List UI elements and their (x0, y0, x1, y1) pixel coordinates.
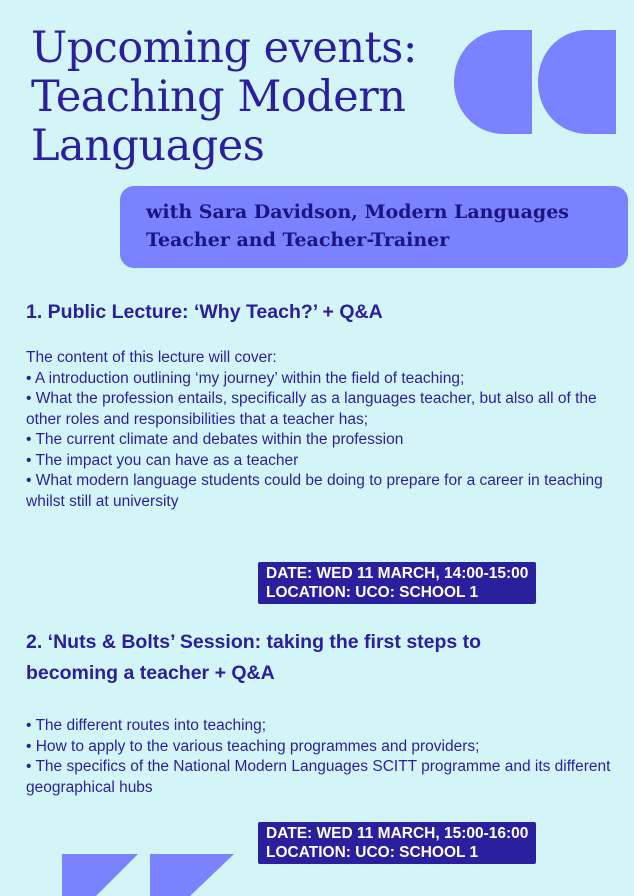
title-line: Languages (31, 121, 265, 171)
page-title (31, 24, 451, 171)
bullet-item: • A introduction outlining ‘my journey’ within the field of teaching; (26, 369, 465, 387)
event-2-heading (26, 627, 616, 689)
bullet-item: • How to apply to the various teaching programmes and providers; (26, 737, 480, 755)
bullet-item: • The impact you can have as a teacher (26, 451, 299, 469)
event-2-description (26, 716, 616, 798)
bullet-item: • The specifics of the National Modern Languages SCITT programme and its different geographical hubs (26, 758, 611, 796)
subtitle-banner (120, 186, 628, 268)
quote-mark-icon (62, 848, 238, 896)
event-location: LOCATION: UCO: SCHOOL 1 (266, 844, 479, 861)
event-date: DATE: WED 11 MARCH, 15:00-16:00 (266, 825, 529, 842)
subtitle-line: Teacher and Teacher-Trainer (146, 229, 450, 251)
quote-mark-icon (454, 28, 616, 136)
event-location: LOCATION: UCO: SCHOOL 1 (266, 584, 479, 601)
title-line: Teaching Modern (31, 72, 406, 122)
event-1-intro: The content of this lecture will cover: (26, 349, 277, 366)
heading-line: 2. ‘Nuts & Bolts’ Session: taking the first steps to (26, 631, 482, 653)
heading-line: becoming a teacher + Q&A (26, 662, 275, 684)
bullet-item: • What the profession entails, specifically as a languages teacher, but also all of the other roles and responsibilities that a teacher has; (26, 390, 597, 428)
bullet-item: • What modern language students could be doing to prepare for a career in teaching whilst still at university (26, 472, 603, 510)
bullet-item: • The current climate and debates within the profession (26, 431, 404, 448)
subtitle (146, 198, 614, 254)
subtitle-line: with Sara Davidson, Modern Languages (146, 201, 569, 223)
event-2-date-box (258, 822, 536, 864)
title-line: Upcoming events: (31, 23, 417, 73)
event-1-heading (26, 297, 616, 328)
event-1-description (26, 348, 616, 512)
event-1-date-box (258, 562, 536, 604)
bullet-item: • The different routes into teaching; (26, 717, 267, 734)
heading-line: 1. Public Lecture: ‘Why Teach?’ + Q&A (26, 301, 383, 323)
event-date: DATE: WED 11 MARCH, 14:00-15:00 (266, 565, 529, 582)
